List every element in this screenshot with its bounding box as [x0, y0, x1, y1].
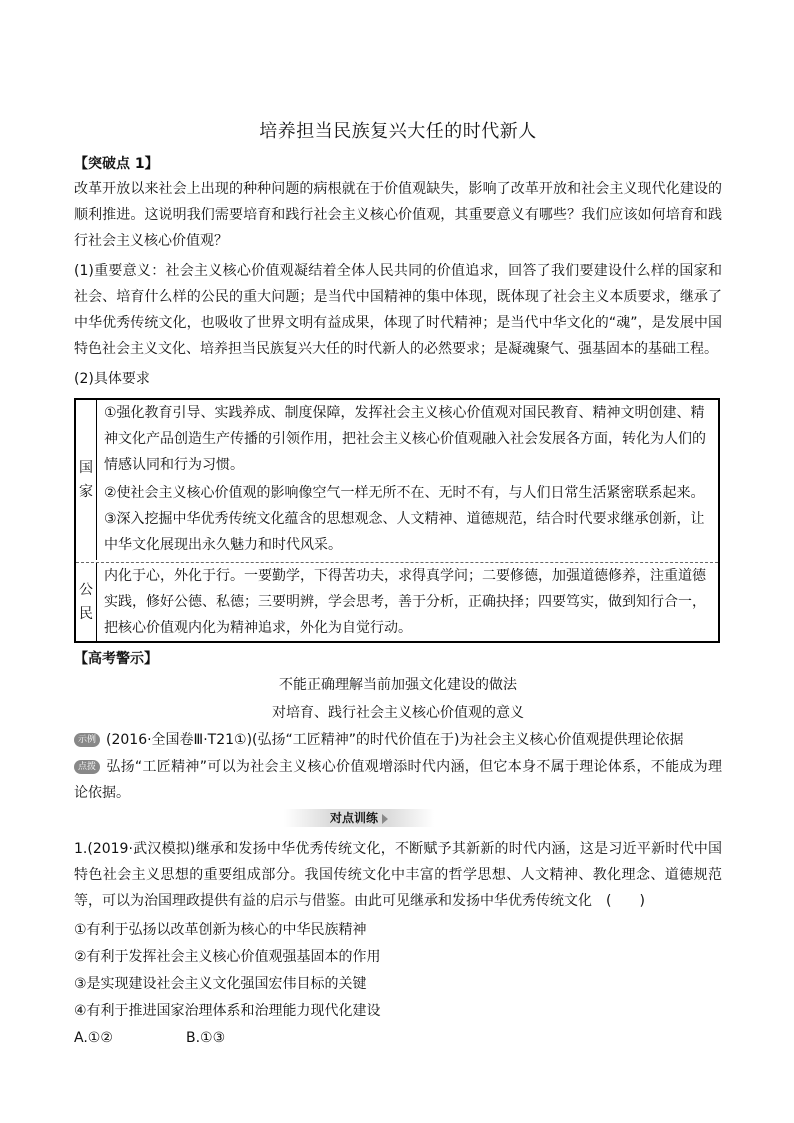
question-1-item: ④有利于推进国家治理体系和治理能力现代化建设 [74, 1003, 381, 1019]
question-1-item: ③是实现建设社会主义文化强国宏伟目标的关键 [74, 976, 367, 992]
comment-tag: 点拨 [74, 760, 100, 774]
warning-title-1: 不能正确理解当前加强文化建设的做法 [279, 677, 517, 693]
training-banner [284, 809, 434, 827]
citizen-label-char: 民 [79, 606, 93, 622]
requirements-heading: (2)具体要求 [74, 371, 150, 387]
citizen-label-char: 公 [79, 582, 93, 598]
country-item-1: ①强化教育引导、实践养成、制度保障，发挥社会主义核心价值观对国民教育、精神文明创建、精神文化产品创造生产传播的引领作用，把社会主义核心价值观融入社会发展各方面，转化为人们的情感认同和行为习惯。 [104, 405, 706, 473]
example-line [74, 727, 722, 753]
question-1-item: ②有利于发挥社会主义核心价值观强基固本的作用 [74, 949, 381, 965]
warning-heading: 【高考警示】 [74, 651, 158, 667]
country-item-2: ②使社会主义核心价值观的影响像空气一样无所不在、无时不有，与人们日常生活紧密联系起来。 [104, 485, 705, 501]
example-text: (2016·全国卷Ⅲ·T21①)(弘扬“工匠精神”的时代价值在于)为社会主义核心价值观提供理论依据 [106, 732, 684, 748]
comment-paragraph [74, 754, 722, 806]
citizen-text: 内化于心，外化于行。一要勤学，下得苦功夫，求得真学问；二要修德，加强道德修养，注重道德实践，修好公德、私德；三要明辨，学会思考，善于分析，正确抉择；四要笃实，做到知行合一，把核心价值观内化为精神追求，外化为自觉行动。 [104, 568, 706, 636]
country-item-3: ③深入挖掘中华优秀传统文化蕴含的思想观念、人文精神、道德规范，结合时代要求继承创新，让中华文化展现出永久魅力和时代风采。 [104, 511, 705, 553]
comment-text: 弘扬“工匠精神”可以为社会主义核心价值观增添时代内涵，但它本身不属于理论体系，不能成为理论依据。 [74, 759, 722, 801]
citizen-row [76, 563, 718, 641]
warning-title-2: 对培育、践行社会主义核心价值观的意义 [272, 705, 524, 721]
question-1-stem: 1.(2019·武汉模拟)继承和发扬中华优秀传统文化，不断赋予其新新的时代内涵，这是习近平新时代中国特色社会主义思想的重要组成部分。我国传统文化中丰富的哲学思想、人文精神、教化理念、道德规范等，可以为治国理政提供有益的启示与借鉴。由此可见继承和发扬中华优秀传统文化 ( ) [74, 841, 722, 909]
page-title: 培养担当民族复兴大任的时代新人 [259, 121, 537, 142]
country-label-char: 国 [79, 460, 93, 476]
training-label: 对点训练 [329, 811, 378, 825]
arrow-right-icon [382, 814, 388, 824]
country-label [76, 400, 97, 560]
option-a[interactable]: A.①② [74, 1030, 113, 1046]
breakthrough-heading: 【突破点 1】 [74, 156, 159, 172]
question-1-options [74, 1027, 722, 1049]
option-b[interactable]: B.①③ [186, 1030, 226, 1046]
country-label-char: 家 [79, 484, 93, 500]
importance-paragraph: (1)重要意义：社会主义核心价值观凝结着全体人民共同的价值追求，回答了我们要建设什么样的国家和社会、培育什么样的公民的重大问题；是当代中国精神的集中体现，既体现了社会主义本质要求，继承了中华优秀传统文化，也吸收了世界文明有益成果，体现了时代精神；是当代中华文化的“魂”，是发展中国特色社会主义文化、培养担当民族复兴大任的时代新人的必然要求；是凝魂聚气、强基固本的基础工程。 [74, 263, 722, 357]
question-1-item: ①有利于弘扬以改革创新为核心的中华民族精神 [74, 922, 367, 938]
requirements-table [74, 398, 720, 643]
citizen-label [76, 563, 97, 641]
example-tag: 示例 [74, 733, 100, 747]
question-paragraph: 改革开放以来社会上出现的种种问题的病根就在于价值观缺失，影响了改革开放和社会主义现代化建设的顺利推进。这说明我们需要培育和践行社会主义核心价值观，其重要意义有哪些？我们应该如何培育和践行社会主义核心价值观？ [74, 181, 722, 249]
country-row [76, 400, 718, 560]
